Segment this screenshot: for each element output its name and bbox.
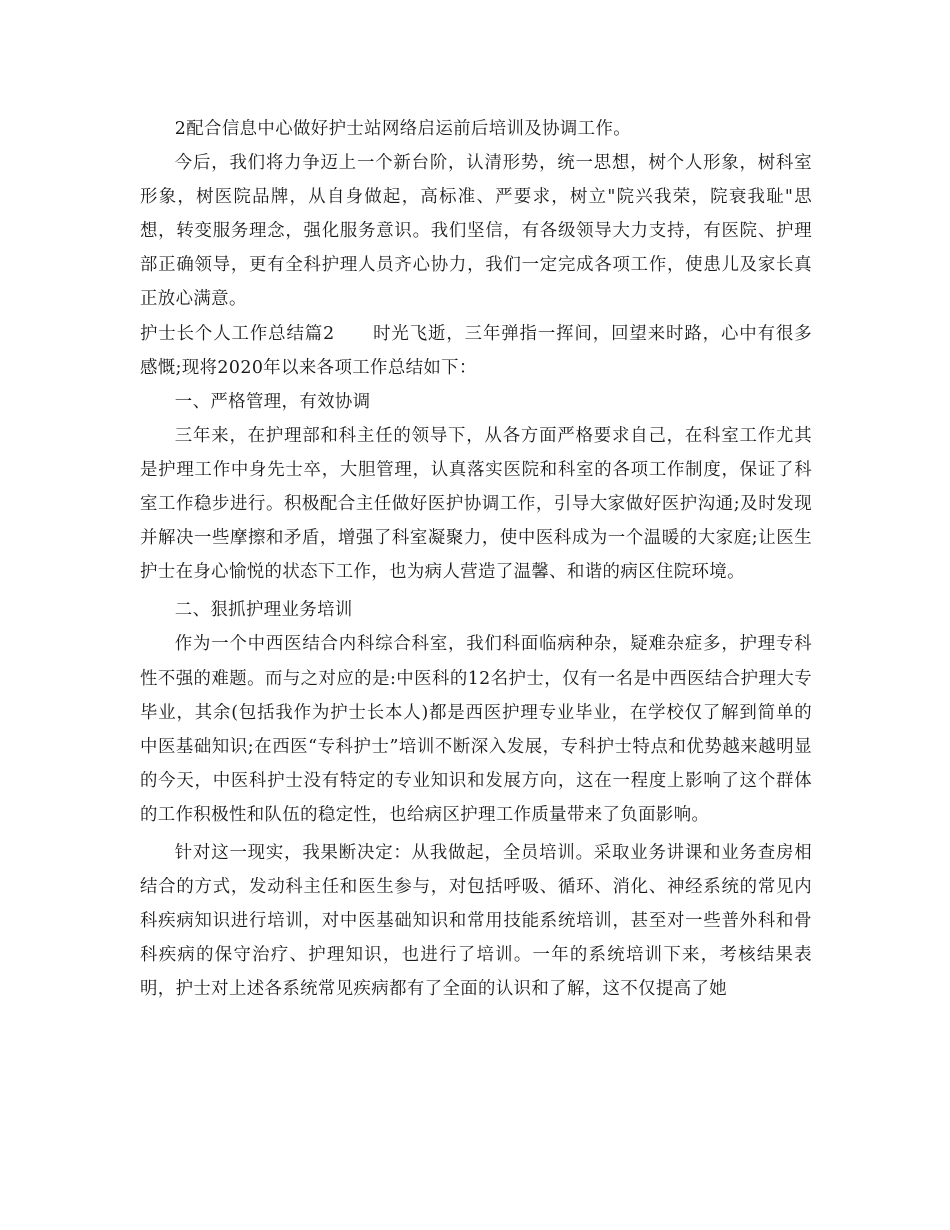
- section-heading-training: 二、狠抓护理业务培训: [174, 600, 353, 621]
- paragraph-training-background: 作为一个中西医结合内科综合科室，我们科面临病种杂，疑难杂症多，护理专科性不强的难题。而与之对应的是:中医科的12名护士，仅有一名是中西医结合护理大专毕业，其余(包括我作为护士长本人)都是西医护理专业毕业，在学校仅了解到简单的中医基础知识;在西医“专科护士”培训不断深入发展，专科护士特点和优势越来越明显的今天，中医科护士没有特定的专业知识和发展方向，这在一程度上影响了这个群体的工作积极性和队伍的稳定性，也给病区护理工作质量带来了负面影响。: [140, 634, 812, 825]
- paragraph-training-actions: 针对这一现实，我果断决定：从我做起，全员培训。采取业务讲课和业务查房相结合的方式，发动科主任和医生参与，对包括呼吸、循环、消化、神经系统的常见内科疾病知识进行培训，对中医基础知识和常用技能系统培训，甚至对一些普外科和骨科疾病的保守治疗、护理知识，也进行了培训。一年的系统培训下来，考核结果表明，护士对上述各系统常见疾病都有了全面的认识和了解，这不仅提高了她: [140, 842, 812, 1000]
- section-heading-management: 一、严格管理，有效协调: [174, 391, 371, 412]
- document-body: [140, 112, 812, 1006]
- article-title: 护士长个人工作总结篇2: [140, 323, 335, 344]
- paragraph-management: 三年来，在护理部和科主任的领导下，从各方面严格要求自己，在科室工作尤其是护理工作中身先士卒，大胆管理，认真落实医院和科室的各项工作制度，保证了科室工作稳步进行。积极配合主任做好医护协调工作，引导大家做好医护沟通;及时发现并解决一些摩擦和矛盾，增强了科室凝聚力，使中医科成为一个温暖的大家庭;让医生护士在身心愉悦的状态下工作，也为病人营造了温馨、和谐的病区住院环境。: [140, 425, 812, 583]
- paragraph-network-training: 2配合信息中心做好护士站网络启运前后培训及协调工作。: [174, 119, 632, 139]
- paragraph-future-plans: 今后，我们将力争迈上一个新台阶，认清形势，统一思想，树个人形象，树科室形象，树医院品牌，从自身做起，高标准、严要求，树立"院兴我荣，院衰我耻"思想，转变服务理念，强化服务意识。我们坚信，有各级领导大力支持，有医院、护理部正确领导，更有全科护理人员齐心协力，我们一定完成各项工作，使患儿及家长真正放心满意。: [140, 153, 812, 310]
- article-intro-text: 时光飞逝，三年弹指一挥间，回望来时路，心中有很多感慨;现将2020年以来各项工作总结如下：: [140, 323, 812, 378]
- paragraph-article-2-intro: [140, 317, 812, 385]
